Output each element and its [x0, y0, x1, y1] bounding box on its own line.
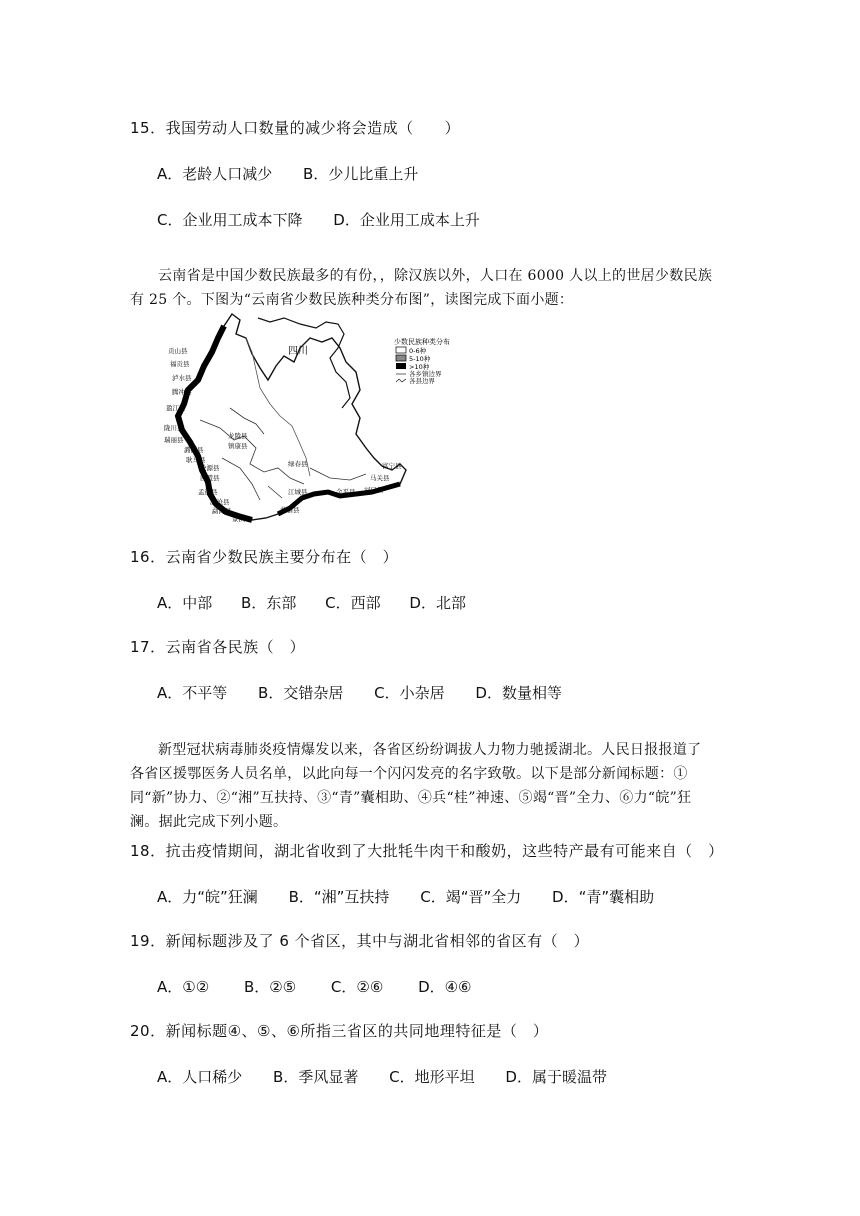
question-16-options [157, 592, 466, 613]
question-20-stem: 20．新闻标题④、⑤、⑥所指三省区的共同地理特征是（ ） [130, 1022, 549, 1040]
q18-option-d: D．“青”囊相助 [552, 888, 655, 906]
q20-option-a: A．人口稀少 [157, 1068, 243, 1086]
question-20-options [157, 1066, 607, 1087]
q15-option-b: B．少儿比重上升 [303, 165, 419, 183]
legend-item-3: 各乡镇边界 [409, 370, 442, 378]
legend-swatch-mid [396, 355, 406, 361]
county-label: 西盟县 [200, 474, 220, 482]
map-legend [394, 337, 450, 385]
q19-option-c: C．②⑥ [330, 978, 384, 996]
q17-option-c: C．小杂居 [374, 684, 445, 702]
q18-option-b: B．“湘”互扶持 [288, 888, 390, 906]
county-label: 绿春县 [288, 460, 308, 468]
legend-item-1: 5-10种 [409, 355, 431, 363]
passage-yunnan [130, 264, 715, 312]
county-label: 景洪市 [232, 515, 252, 523]
question-18-options [157, 886, 654, 907]
county-label: 马关县 [370, 474, 390, 482]
legend-item-0: 0-6种 [409, 347, 427, 355]
county-label: 孟连县 [198, 488, 218, 496]
question-15-options-row2 [157, 209, 480, 230]
county-label: 陇川县 [164, 424, 184, 432]
q16-option-c: C．西部 [325, 594, 381, 612]
legend-item-2: >10种 [409, 363, 430, 371]
q20-option-c: C．地形平坦 [389, 1068, 475, 1086]
question-18-stem: 18．抗击疫情期间，湖北省收到了大批牦牛肉干和酸奶，这些特产最有可能来自（ ） [130, 842, 724, 860]
county-label: 潞西县 [184, 446, 204, 454]
question-19-stem: 19．新闻标题涉及了 6 个省区，其中与湖北省相邻的省区有（ ） [130, 932, 590, 950]
county-label: 耿马县 [186, 456, 206, 464]
county-label: 盈江县 [166, 404, 186, 412]
q20-option-b: B．季风显著 [273, 1068, 359, 1086]
question-17-stem: 17．云南省各民族（ ） [130, 638, 306, 656]
q19-option-d: D．④⑥ [418, 978, 472, 996]
q18-option-c: C．竭“晋”全力 [420, 888, 522, 906]
county-label: 泸水县 [172, 374, 192, 382]
q15-option-c: C．企业用工成本下降 [157, 211, 303, 229]
passage-yunnan-text: 云南省是中国少数民族最多的有份，，除汉族以外，人口在 6000 人以上的世居少数民族有 25 个。下图为“云南省少数民族种类分布图”，读图完成下面小题： [130, 268, 713, 308]
question-17-options [157, 682, 562, 703]
county-label: 河口县 [364, 486, 384, 494]
question-16-stem: 16．云南省少数民族主要分布在（ ） [130, 548, 399, 566]
legend-swatch-high [396, 363, 406, 369]
county-label: 瑞丽县 [164, 436, 184, 444]
q16-option-d: D．北部 [409, 594, 466, 612]
county-label: 勐腊县 [280, 506, 300, 514]
county-label: 龙陵县 [228, 432, 248, 440]
county-label: 金平县 [336, 488, 356, 496]
county-label: 镇康县 [228, 442, 248, 450]
q15-option-a: A．老龄人口减少 [157, 165, 273, 183]
q17-option-a: A．不平等 [157, 684, 228, 702]
passage-covid [130, 738, 715, 834]
q16-option-a: A．中部 [157, 594, 213, 612]
q18-option-a: A．力“皖”狂澜 [157, 888, 258, 906]
q15-option-d: D．企业用工成本上升 [333, 211, 480, 229]
county-label: 沧源县 [200, 464, 220, 472]
legend-swatch-low [396, 347, 406, 353]
county-label: 江城县 [288, 488, 308, 496]
q17-option-d: D．数量相等 [475, 684, 562, 702]
county-label: 澜沧县 [210, 498, 230, 506]
q16-option-b: B．东部 [241, 594, 297, 612]
question-15-stem: 15．我国劳动人口数量的减少将会造成（ ） [130, 119, 461, 137]
question-19-options [157, 976, 472, 997]
yunnan-minority-map [160, 308, 480, 524]
q19-option-a: A．①② [157, 978, 210, 996]
q17-option-b: B．交错杂居 [258, 684, 344, 702]
legend-title: 少数民族种类分布 [394, 338, 450, 346]
county-label: 贡山县 [168, 347, 188, 355]
county-label: 富宁县 [382, 462, 402, 470]
question-15-options-row1 [157, 163, 418, 184]
q19-option-b: B．②⑤ [243, 978, 297, 996]
county-label: 福贡县 [170, 360, 190, 368]
county-label: 腾冲县 [172, 388, 192, 396]
sichuan-label: 四川 [288, 346, 308, 357]
county-label: 勐海县 [212, 507, 232, 515]
passage-covid-text: 新型冠状病毒肺炎疫情爆发以来，各省区纷纷调拔人力物力驰援湖北。人民日报报道了各省区援鄂医务人员名单，以此向每一个闪闪发亮的名字致敬。以下是部分新闻标题：①同“新”协力、②“湘”互扶持、③“青”囊相助、④兵“桂”神速、⑤竭“晋”全力、⑥力“皖”狂澜。据此完成下列小题。 [130, 742, 702, 830]
legend-line-county [396, 379, 406, 382]
q20-option-d: D．属于暖温带 [505, 1068, 607, 1086]
legend-item-4: 各县边界 [409, 377, 435, 385]
